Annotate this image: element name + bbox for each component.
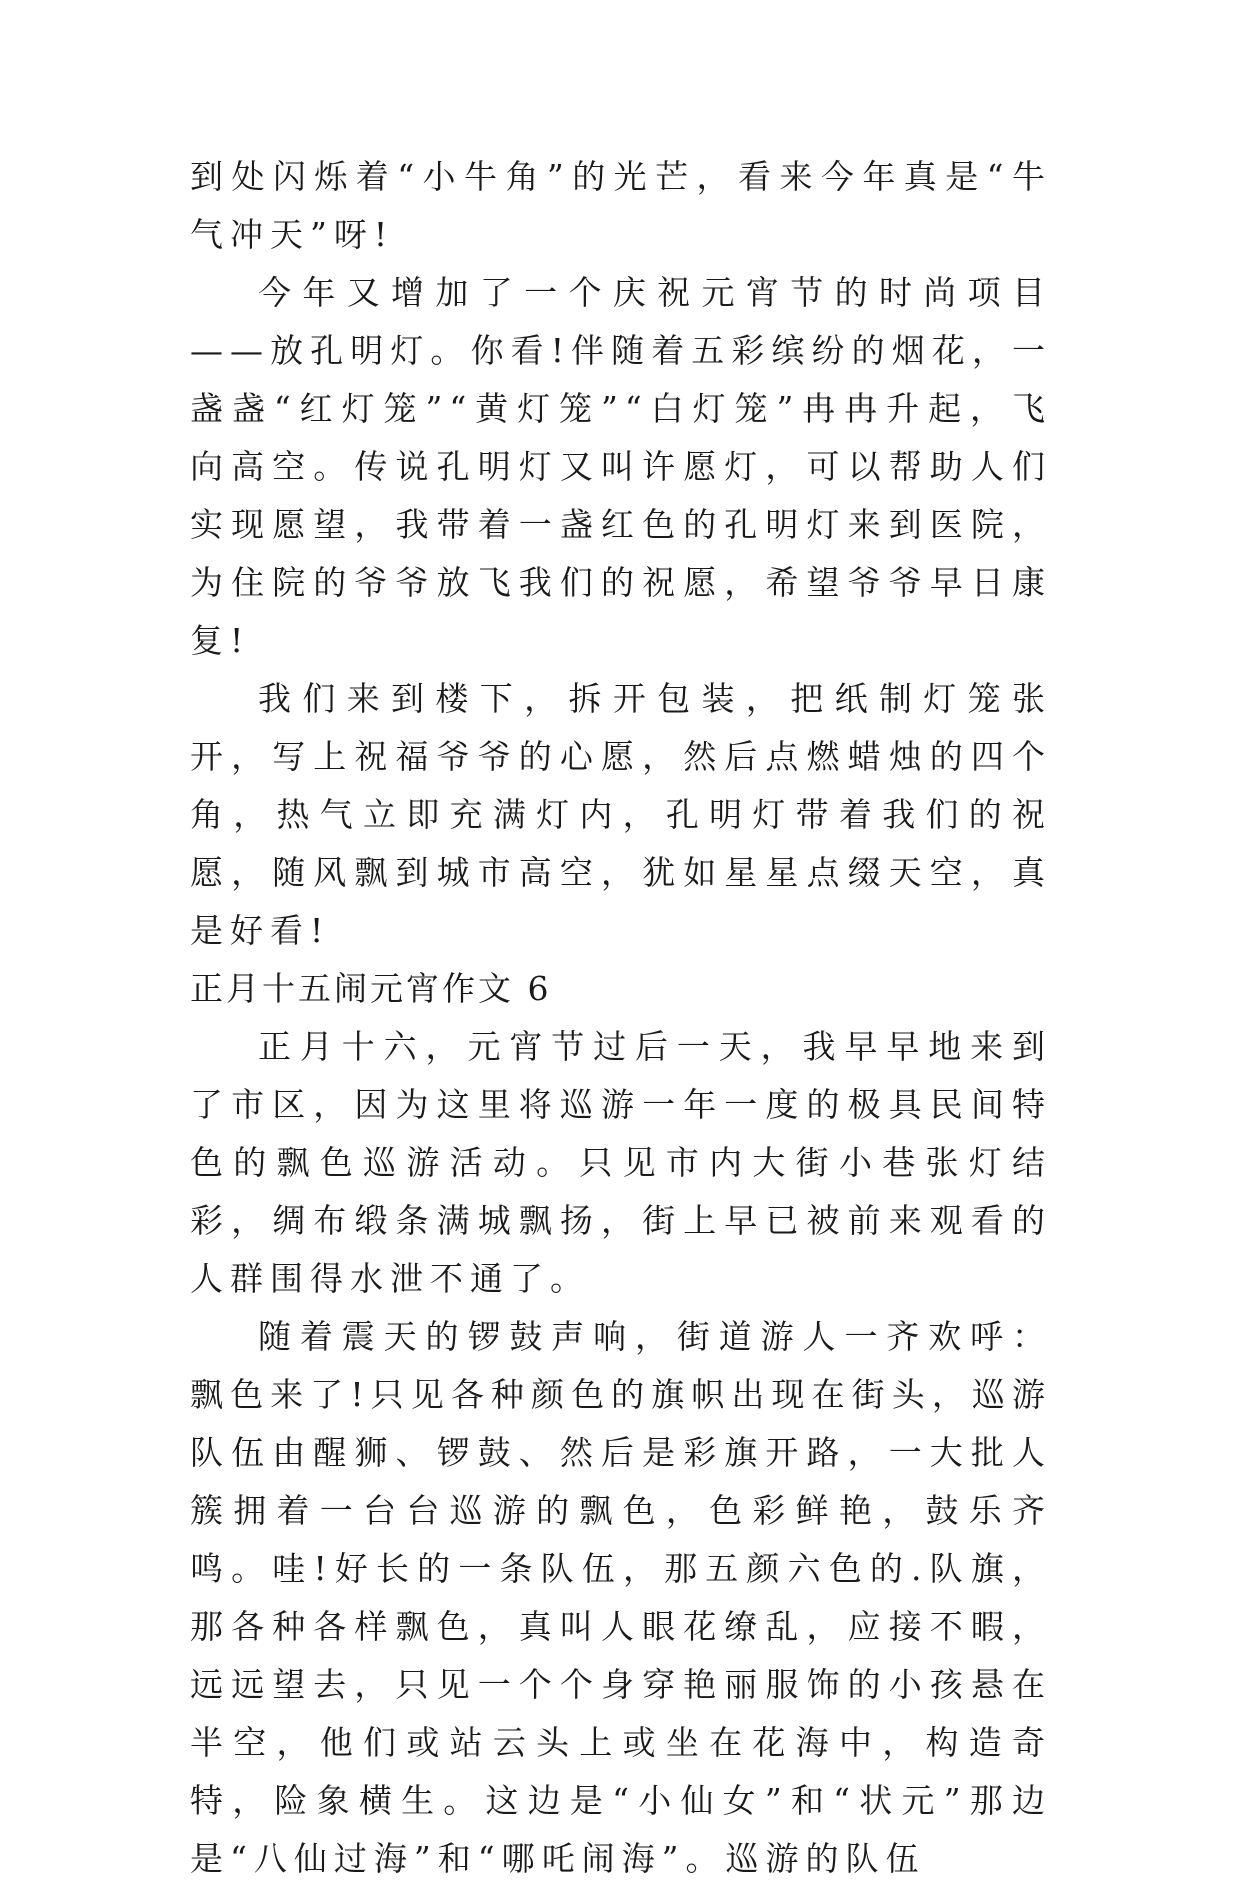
paragraph-parade-intro: 正月十六，元宵节过后一天，我早早地来到了市区，因为这里将巡游一年一度的极具民间特色的飘色巡游活动。只见市内大街小巷张灯结彩，绸布缎条满城飘扬，街上早已被前来观看的人群围得水泄不通了。 (190, 1027, 1052, 1298)
paragraph-release-lantern: 我们来到楼下，拆开包装，把纸制灯笼张开，写上祝福爷爷的心愿，然后点燃蜡烛的四个角，热气立即充满灯内，孔明灯带着我们的祝愿，随风飘到城市高空，犹如星星点缀天空，真是好看! (190, 679, 1052, 950)
section-heading: 正月十五闹元宵作文 6 (190, 969, 552, 1008)
paragraph-sky-lantern: 今年又增加了一个庆祝元宵节的时尚项目——放孔明灯。你看!伴随着五彩缤纷的烟花，一盏盏“红灯笼”“黄灯笼”“白灯笼”冉冉升起，飞向高空。传说孔明灯又叫许愿灯，可以帮助人们实现愿望，我带着一盏红色的孔明灯来到医院，为住院的爷爷放飞我们的祝愿，希望爷爷早日康复! (190, 273, 1052, 660)
paragraph-parade-scene: 随着震天的锣鼓声响，街道游人一齐欢呼：飘色来了!只见各种颜色的旗帜出现在街头，巡游队伍由醒狮、锣鼓、然后是彩旗开路，一大批人簇拥着一台台巡游的飘色，色彩鲜艳，鼓乐齐鸣。哇!好长的一条队伍，那五颜六色的.队旗，那各种各样飘色，真叫人眼花缭乱，应接不暇，远远望去，只见一个个身穿艳丽服饰的小孩悬在半空，他们或站云头上或坐在花海中，构造奇特，险象横生。这边是“小仙女”和“状元”那边是“八仙过海”和“哪吒闹海”。巡游的队伍 (190, 1317, 1052, 1878)
paragraph-continuation: 到处闪烁着“小牛角”的光芒，看来今年真是“牛气冲天”呀! (190, 157, 1052, 254)
document-body (190, 148, 1052, 1888)
